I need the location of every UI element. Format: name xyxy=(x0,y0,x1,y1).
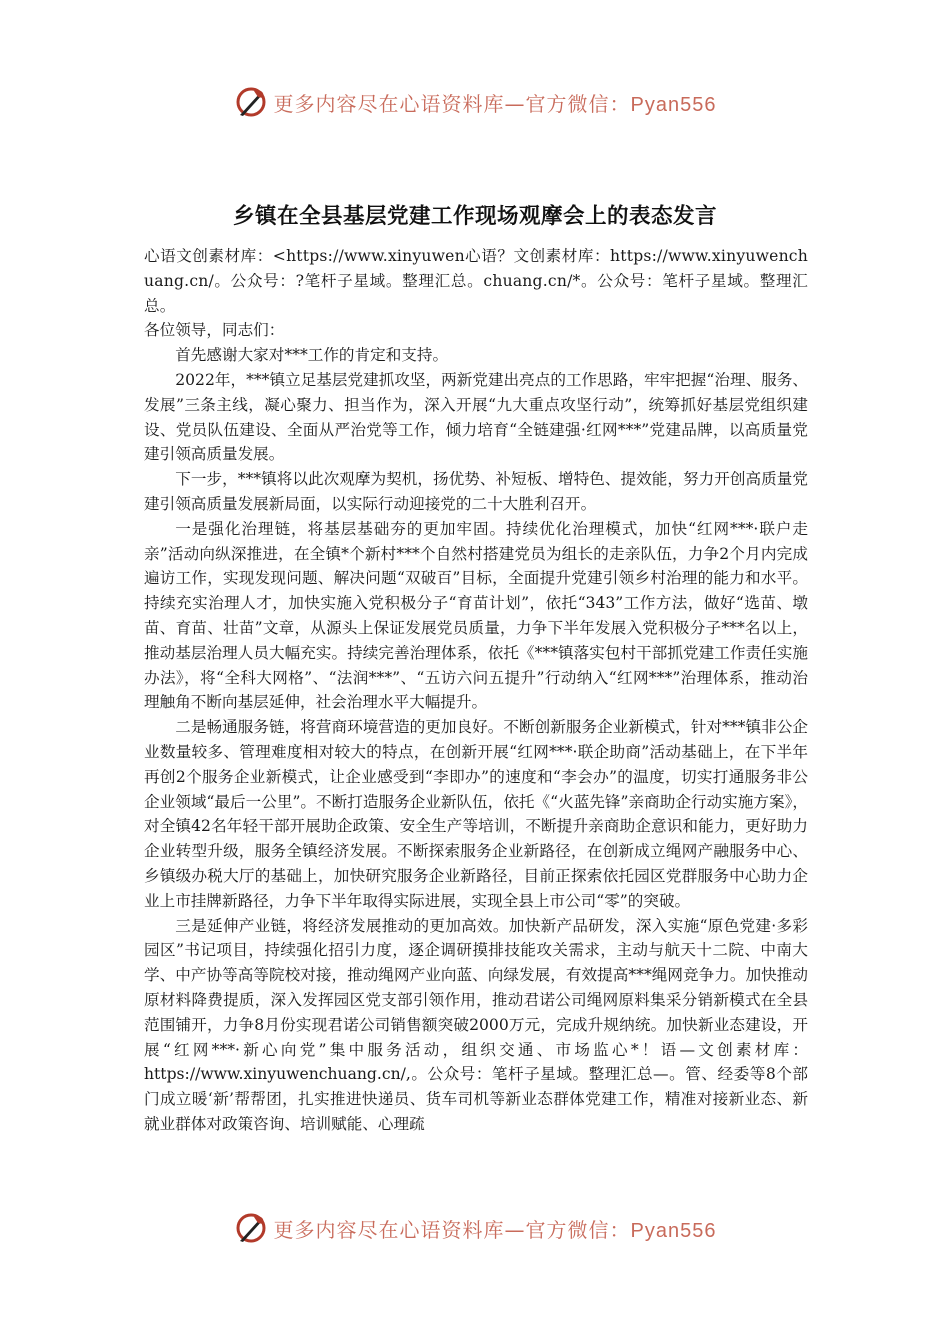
body-paragraph: 首先感谢大家对***工作的肯定和支持。 xyxy=(175,346,449,365)
body-paragraph: 下一步，***镇将以此次观摩为契机，扬优势、补短板、增特色、提效能，努力开创高质量党建引领高质量发展新局面，以实际行动迎接党的二十大胜利召开。 xyxy=(144,470,808,513)
banner-text xyxy=(274,1214,717,1243)
banner-wechat-id: Pyan556 xyxy=(630,1219,717,1242)
body-paragraph: 2022年，***镇立足基层党建抓攻坚，两新党建出亮点的工作思路，牢牢把握“治理、服务、发展”三条主线，凝心聚力、担当作为，深入开展“九大重点攻坚行动”，统筹抓好基层党组织建设、党员队伍建设、全面从严治党等工作，倾力培育“全链建强·红网***”党建品牌，以高质量党建引领高质量发展。 xyxy=(144,370,808,464)
quill-circle-logo-icon xyxy=(234,85,268,119)
banner-text xyxy=(274,88,717,117)
header-watermark-banner xyxy=(0,80,950,124)
banner-slogan: 更多内容尽在心语资料库—官方微信： xyxy=(273,1217,631,1242)
salutation: 各位领导，同志们： xyxy=(144,321,285,340)
banner-slogan: 更多内容尽在心语资料库—官方微信： xyxy=(273,91,631,116)
body-paragraph: 一是强化治理链，将基层基础夯的更加牢固。持续优化治理模式，加快“红网***·联户走亲”活动向纵深推进，在全镇*个新村***个自然村搭建党员为组长的走亲队伍，力争2个月内完成遍访工作，实现发现问题、解决问题“双破百”目标，全面提升党建引领乡村治理的能力和水平。持续充实治理人才，加快实施入党积极分子“育苗计划”，依托“343”工作方法，做好“选苗、墩苗、育苗、壮苗”文章，从源头上保证发展党员质量，力争下半年发展入党积极分子***名以上，推动基层治理人员大幅充实。持续完善治理体系，依托《***镇落实包村干部抓党建工作责任实施办法》，将“全科大网格”、“法润***”、“五访六问五提升”行动纳入“红网***”治理体系，推动治理触角不断向基层延伸，社会治理水平大幅提升。 xyxy=(144,519,808,712)
footer-watermark-banner xyxy=(0,1206,950,1250)
banner-wechat-id: Pyan556 xyxy=(630,93,717,116)
body-paragraph: 三是延伸产业链，将经济发展推动的更加高效。加快新产品研发，深入实施“原色党建·多彩园区”书记项目，持续强化招引力度，逐企调研摸排技能攻关需求，主动与航天十二院、中南大学、中产协等高等院校对接，推动绳网产业向蓝、向绿发展，有效提高***绳网竞争力。加快推动原材料降费提质，深入发挥园区党支部引领作用，推动君诺公司绳网原料集采分销新模式在全县范围铺开，力争8月份实现君诺公司销售额突破2000万元，完成升规纳统。加快新业态建设，开展“红网***·新心向党”集中服务活动，组织交通、市场监心*！语—文创素材库：https://www.xinyuwenchuang.cn/,。公众号：笔杆子星域。整理汇总—。管、经委等8个部门成立暖‘新’帮帮团，扎实推进快递员、货车司机等新业态群体党建工作，精准对接新业态、新就业群体对政策咨询、培训赋能、心理疏 xyxy=(144,916,808,1133)
body-paragraph: 二是畅通服务链，将营商环境营造的更加良好。不断创新服务企业新模式，针对***镇非公企业数量较多、管理难度相对较大的特点，在创新开展“红网***·联企助商”活动基础上，在下半年再创2个服务企业新模式，让企业感受到“李即办”的速度和“李会办”的温度，切实打通服务非公企业领域“最后一公里”。不断打造服务企业新队伍，依托《“火蓝先锋”亲商助企行动实施方案》，对全镇42名年轻干部开展助企政策、安全生产等培训，不断提升亲商助企意识和能力，更好助力企业转型升级，服务全镇经济发展。不断探索服务企业新路径，在创新成立绳网产融服务中心、乡镇级办税大厅的基础上，加快研究服务企业新路径，目前正探索依托园区党群服务中心助力企业上市挂牌新路径，力争下半年取得实际进展，实现全县上市公司“零”的突破。 xyxy=(144,718,808,910)
document-body xyxy=(144,244,808,1137)
source-note: 心语文创素材库：<https://www.xinyuwen心语？文创素材库：https://www.xinyuwenchuang.cn/。公众号：?笔杆子星域。整理汇总。chuang.cn/*。公众号：笔杆子星域。整理汇总。 xyxy=(144,247,808,315)
document-title: 乡镇在全县基层党建工作现场观摩会上的表态发言 xyxy=(232,204,717,229)
quill-circle-logo-icon xyxy=(234,1211,268,1245)
